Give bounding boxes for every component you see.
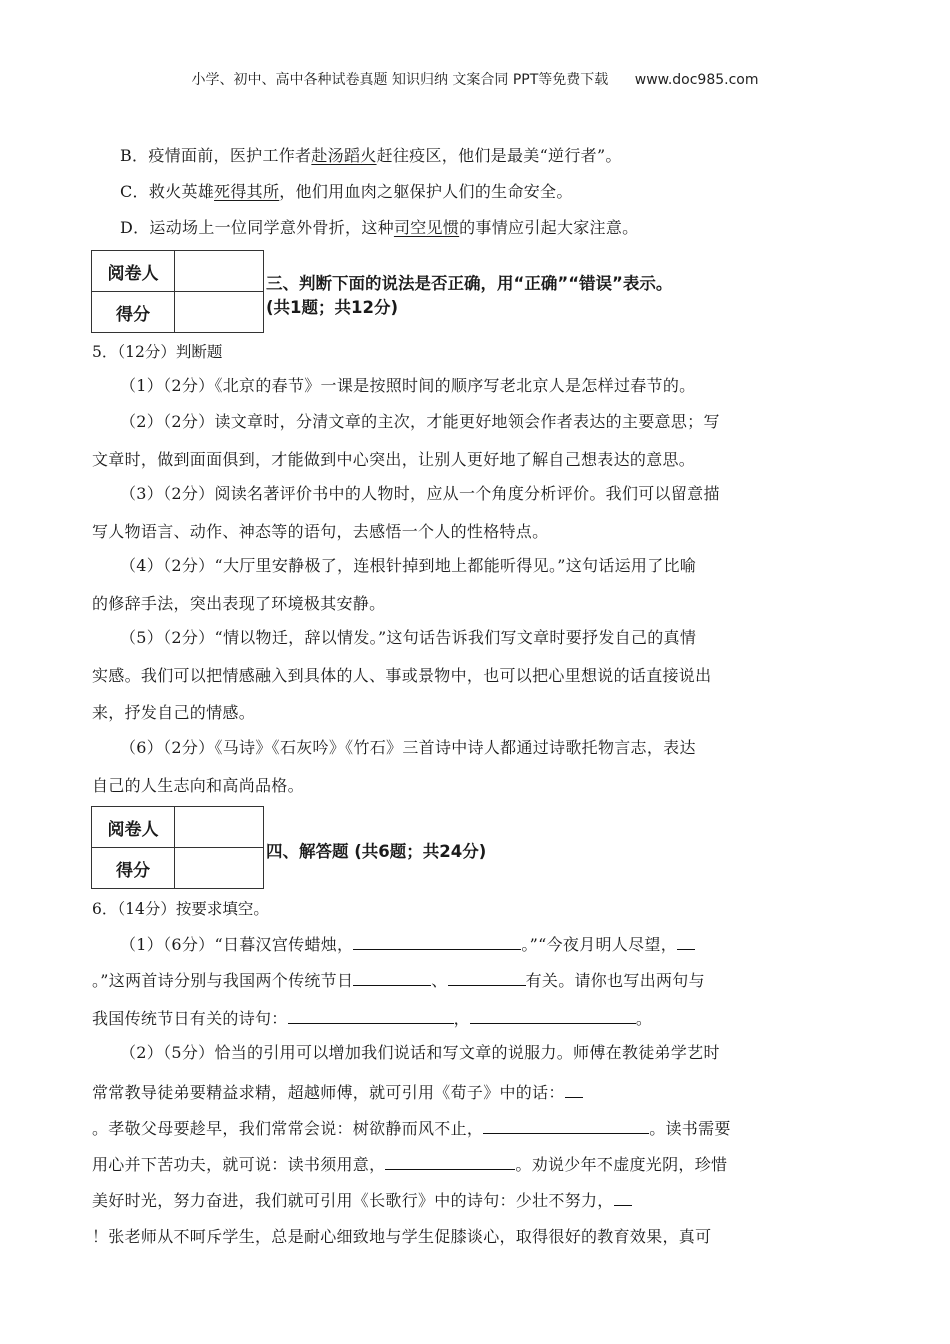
option-d-prefix: D．运动场上一位同学意外骨折，这种	[120, 218, 394, 237]
score-label: 得分	[92, 292, 175, 333]
q5-item-6a: （6）（2分）《马诗》《石灰吟》《竹石》三首诗中诗人都通过诗歌托物言志，表达	[120, 738, 696, 757]
fill-blank[interactable]	[353, 933, 521, 950]
option-b-prefix: B．疫情面前，医护工作者	[120, 146, 312, 165]
score-table-section3	[91, 250, 264, 333]
q5-item-3a: （3）（2分）阅读名著评价书中的人物时，应从一个角度分析评价。我们可以留意描	[120, 484, 720, 503]
q5-item-2a: （2）（2分）读文章时，分清文章的主次，才能更好地领会作者表达的主要意思；写	[120, 412, 720, 431]
q6-p2-line3: 。孝敬父母要趁早，我们常常会说：树欲静而风不止， 。读书需要	[92, 1119, 731, 1138]
q5-item-5a: （5）（2分）“情以物迁，辞以情发。”这句话告诉我们写文章时要抒发自己的真情	[120, 628, 697, 647]
fill-blank[interactable]	[448, 969, 526, 986]
q5-item-5b: 实感。我们可以把情感融入到具体的人、事或景物中，也可以把心里想说的话直接说出	[92, 666, 712, 685]
reviewer-cell	[175, 251, 264, 292]
score-table-section4	[91, 806, 264, 889]
score-label: 得分	[92, 848, 175, 889]
reviewer-label: 阅卷人	[92, 251, 175, 292]
score-cell	[175, 848, 264, 889]
q5-head: 5．（12分）判断题	[92, 343, 223, 361]
q5-item-6b: 自己的人生志向和高尚品格。	[92, 776, 304, 795]
q5-item-4a: （4）（2分）“大厅里安静极了，连根针掉到地上都能听得见。”这句话运用了比喻	[120, 556, 697, 575]
q6-p1-line1: （1）（6分）“日暮汉宫传蜡烛， 。”“今夜月明人尽望，	[120, 933, 810, 955]
q5-item-2b: 文章时，做到面面俱到，才能做到中心突出，让别人更好地了解自己想表达的意思。	[92, 450, 696, 469]
q6-p1-line2: 。”这两首诗分别与我国两个传统节日 、 有关。请你也写出两句与	[92, 971, 705, 990]
q6-p2-line2: 常常教导徒弟要精益求精，超越师傅，就可引用《荀子》中的话：	[92, 1081, 782, 1103]
fill-blank[interactable]	[614, 1189, 632, 1206]
option-c-prefix: C．救火英雄	[120, 182, 215, 201]
option-b	[120, 146, 810, 166]
reviewer-cell	[175, 807, 264, 848]
option-d-term: 司空见惯	[393, 218, 460, 237]
fill-blank[interactable]	[385, 1153, 515, 1170]
section3-title	[266, 272, 786, 320]
section3-title-line1: 三、判断下面的说法是否正确，用“正确”“错误”表示。	[266, 274, 673, 293]
fill-blank[interactable]	[353, 969, 431, 986]
fill-blank[interactable]	[483, 1117, 649, 1134]
option-d-suffix: 的事情应引起大家注意。	[459, 218, 639, 237]
q6-p2-line6: ！张老师从不呵斥学生，总是耐心细致地与学生促膝谈心，取得很好的教育效果，真可	[92, 1227, 712, 1246]
section4-title: 四、解答题 (共6题；共24分)	[266, 842, 487, 861]
option-b-suffix: 赶往疫区，他们是最美“逆行者”。	[376, 146, 622, 165]
score-cell	[175, 292, 264, 333]
section3-title-line2: (共1题；共12分)	[266, 298, 399, 317]
header-site-link[interactable]: www.doc985.com	[634, 72, 759, 88]
header-text: 小学、初中、高中各种试卷真题 知识归纳 文案合同 PPT等免费下载	[191, 72, 609, 88]
q6-p2-line4: 用心并下苦功夫，就可说：读书须用意， 。劝说少年不虚度光阴，珍惜	[92, 1155, 728, 1174]
fill-blank[interactable]	[470, 1007, 636, 1024]
q5-item-3b: 写人物语言、动作、神态等的语句，去感悟一个人的性格特点。	[92, 522, 549, 541]
option-b-term: 赴汤蹈火	[311, 146, 377, 165]
q6-p1-line3: 我国传统节日有关的诗句： ， 。	[92, 1009, 653, 1028]
option-d	[120, 218, 810, 238]
q5-item-1: （1）（2分）《北京的春节》一课是按照时间的顺序写老北京人是怎样过春节的。	[120, 376, 696, 395]
fill-blank[interactable]	[288, 1007, 454, 1024]
q5-item-4b: 的修辞手法，突出表现了环境极其安静。	[92, 594, 386, 613]
fill-blank[interactable]	[677, 933, 695, 950]
reviewer-label: 阅卷人	[92, 807, 175, 848]
fill-blank[interactable]	[565, 1081, 583, 1098]
option-c	[120, 182, 810, 202]
q6-head: 6．（14分）按要求填空。	[92, 900, 269, 918]
option-c-term: 死得其所	[214, 182, 280, 201]
q6-p2-line1: （2）（5分）恰当的引用可以增加我们说话和写文章的说服力。师傅在教徒弟学艺时	[120, 1043, 720, 1062]
q5-item-5c: 来，抒发自己的情感。	[92, 703, 256, 722]
q6-p2-line5: 美好时光，努力奋进，我们就可引用《长歌行》中的诗句：少壮不努力，	[92, 1189, 782, 1211]
page-header	[0, 69, 950, 89]
option-c-suffix: ，他们用血肉之躯保护人们的生命安全。	[279, 182, 573, 201]
